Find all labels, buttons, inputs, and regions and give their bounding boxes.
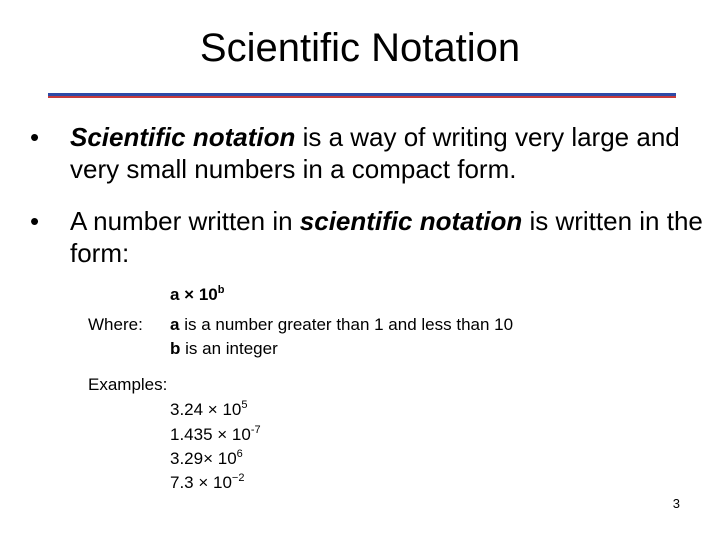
bullet-1-text — [70, 121, 710, 185]
example-2-base: 1.435 × 10 — [170, 425, 251, 444]
example-2-exponent: -7 — [250, 424, 261, 436]
general-form-base: a × 10 — [170, 285, 218, 304]
bullet-2-before: A number written in — [70, 206, 300, 236]
example-4-exponent: −2 — [231, 472, 245, 484]
example-1-base: 3.24 × 10 — [170, 400, 242, 419]
where-label: Where: — [88, 315, 143, 334]
example-3 — [170, 447, 243, 471]
page-number: 3 — [672, 496, 680, 511]
var-a: a — [170, 315, 180, 334]
var-b: b — [170, 339, 181, 358]
examples-label: Examples: — [88, 375, 168, 394]
general-form-exponent: b — [217, 284, 225, 296]
example-4 — [170, 471, 244, 495]
example-3-base: 3.29× 10 — [170, 449, 237, 468]
bullet-2-text — [70, 205, 710, 269]
example-1 — [170, 398, 248, 422]
general-form — [170, 283, 224, 307]
example-3-exponent: 6 — [236, 448, 243, 460]
where-a-desc: is a number greater than 1 and less than 10 — [179, 315, 514, 334]
title-rule-red — [48, 96, 676, 98]
slide-title: Scientific Notation — [199, 26, 521, 70]
where-a-line — [170, 313, 513, 337]
bullet-dot: • — [30, 122, 40, 152]
bullet-2-after: is written in the form: — [70, 206, 703, 268]
example-1-exponent: 5 — [241, 399, 248, 411]
where-b-desc: is an integer — [180, 339, 278, 358]
bullet-dot: • — [30, 206, 40, 236]
bullet-2-emphasis: scientific notation — [299, 206, 523, 236]
where-b-line — [170, 337, 278, 361]
bullet-1-emphasis: Scientific notation — [70, 122, 296, 152]
bullet-1-rest: is a way of writing very large and very small numbers in a compact form. — [70, 122, 680, 184]
example-2 — [170, 423, 261, 447]
example-4-base: 7.3 × 10 — [170, 473, 232, 492]
